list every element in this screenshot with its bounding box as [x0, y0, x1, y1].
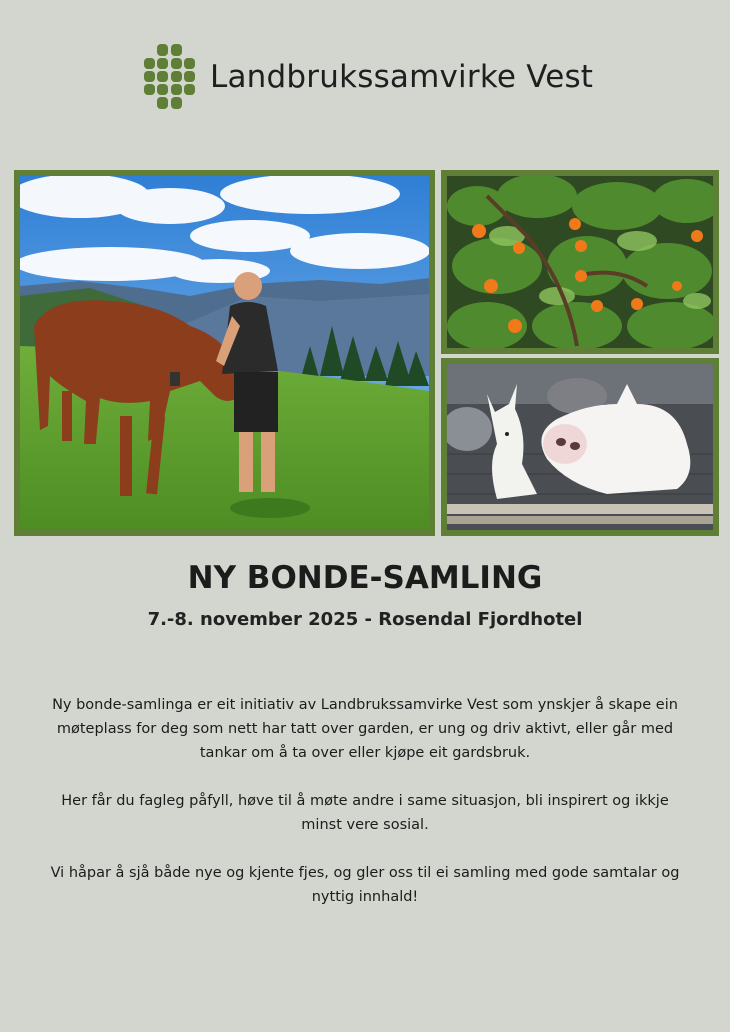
- event-title: NY BONDE-SAMLING: [187, 560, 543, 596]
- event-description: [45, 693, 685, 933]
- paragraph-intro: Ny bonde-samlinga er eit initiativ av Landbrukssamvirke Vest som ynskjer å skape ein møteplass for deg som nett har tatt over garden, er ung og driv aktivt, eller går med tankar om å ta over eller kjøpe eit gardsbruk.: [52, 697, 678, 761]
- brand-name: Landbrukssamvirke Vest: [210, 59, 594, 95]
- photo-cow-farmer: [14, 170, 435, 536]
- photo-orange-tree: [441, 170, 719, 354]
- paragraph-benefits: Her får du fagleg påfyll, høve til å møte andre i same situasjon, bli inspirert og ikkje minst vere sosial.: [61, 793, 669, 833]
- event-date-location: 7.-8. november 2025 - Rosendal Fjordhotel: [147, 609, 583, 630]
- photo-goats: [441, 358, 719, 536]
- cow-and-farmer-photo-icon: [20, 176, 429, 530]
- paragraph-closing: Vi håpar å sjå både nye og kjente fjes, og gler oss til ei samling med gode samtalar og nyttig innhald!: [50, 865, 680, 905]
- orange-tree-photo-icon: [447, 176, 713, 348]
- goats-photo-icon: [447, 364, 713, 530]
- header: [144, 44, 593, 110]
- logo-icon: [144, 44, 196, 110]
